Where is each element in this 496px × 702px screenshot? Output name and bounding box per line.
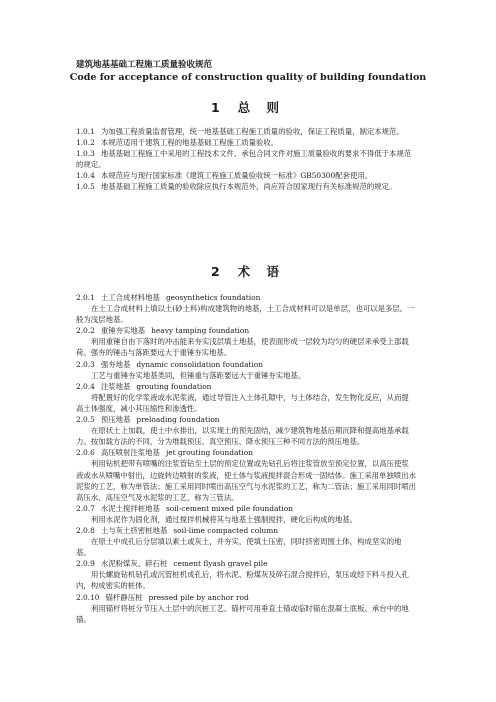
chapter-number: 1 bbox=[210, 100, 220, 115]
term-definition: 利用水泥作为固化剂，通过搅拌机械将其与地基土强制搅拌，硬化后构成的地基。 bbox=[91, 514, 358, 524]
term-name: 土与灰土挤密桩地基 bbox=[100, 525, 168, 535]
term-definition: 在原状土上加载，使土中水排出，以实现土的预先固结，减少建筑物地基后期沉降和提高地基承载力。按加载方法的不同，分为堆载预压、真空预压、降水预压三种不同方法的预压地基。 bbox=[76, 426, 409, 447]
term-heading bbox=[76, 325, 416, 336]
clause-text: 为加强工程质量监督管理，统一地基基础工程施工质量的验收，保证工程质量，制定本规范。 bbox=[100, 127, 404, 136]
term-name: 强夯地基 bbox=[100, 359, 131, 369]
clause-number: 1.0.3 bbox=[76, 149, 95, 159]
term-definition: 利用钻机把带有喷嘴的注浆管钻至土层的预定位置或先钻孔后将注浆管放至预定位置，以高压使浆液或水从喷嘴中射出，边旋转边喷射的浆液，使土体与浆液搅拌混合形成一固结体。施工采用单独喷出水泥浆的工艺，称为单管法；施工采用同时喷出高压空气与水泥浆的工艺，称为二管法；施工采用同时喷出高压水、高压空气及水泥浆的工艺，称为三管法。 bbox=[76, 459, 416, 502]
term-number: 2.0.4 bbox=[76, 381, 95, 391]
term-number: 2.0.3 bbox=[76, 359, 95, 369]
term-name: 高压喷射注浆地基 bbox=[100, 448, 160, 458]
term-name: 重锤夯实地基 bbox=[100, 326, 146, 336]
clause bbox=[76, 170, 416, 181]
term-number: 2.0.9 bbox=[76, 559, 95, 569]
term-number: 2.0.2 bbox=[76, 326, 95, 336]
term-number: 2.0.6 bbox=[76, 448, 95, 458]
chapter-2-body bbox=[76, 292, 416, 625]
term-number: 2.0.10 bbox=[76, 592, 100, 602]
term-number: 2.0.8 bbox=[76, 525, 95, 535]
term-definition: 利用重锤自由下落时的冲击能来夯实浅层填土地基，使表面形成一层较为均匀的硬层来承受上部载荷。强夯的锤击与落距要远大于重锤夯实地基。 bbox=[76, 337, 409, 358]
term-english: soil-cement mixed pile foundation bbox=[165, 503, 293, 513]
term-number: 2.0.5 bbox=[76, 415, 95, 425]
chapter-name: 术 语 bbox=[237, 264, 286, 279]
term-english: cement flyash gravel pile bbox=[173, 559, 268, 569]
term-name: 锚杆静压桩 bbox=[105, 592, 143, 602]
clause bbox=[76, 137, 416, 148]
clause bbox=[76, 126, 416, 137]
chapter-name: 总 则 bbox=[237, 100, 286, 115]
document-title: 建筑地基基础工程施工质量验收规范 bbox=[76, 60, 213, 70]
term-english: preloading foundation bbox=[136, 415, 220, 425]
term-heading bbox=[76, 447, 416, 458]
term-english: jet grouting foundation bbox=[165, 448, 253, 458]
term-heading bbox=[76, 525, 416, 536]
term-heading bbox=[76, 381, 416, 392]
clause-text: 地基基础工程施工质量的验收除应执行本规范外，尚应符合国家现行有关标准规范的规定。 bbox=[100, 182, 397, 192]
term-name: 注浆地基 bbox=[100, 381, 131, 391]
clause-number: 1.0.1 bbox=[76, 127, 95, 136]
clause-number: 1.0.2 bbox=[76, 138, 95, 148]
term-heading bbox=[76, 359, 416, 370]
chapter-1-heading bbox=[0, 98, 496, 116]
document-subtitle: Code for acceptance of construction quality of building foundation bbox=[69, 72, 427, 83]
term-heading bbox=[76, 503, 416, 514]
term-heading bbox=[76, 292, 416, 303]
term-definition: 利用锚杆将桩分节压入土层中的沉桩工艺。锚杆可用垂直土锚或临时锚在混凝土底板、承台中的地锚。 bbox=[76, 603, 409, 624]
chapter-number: 2 bbox=[210, 264, 220, 279]
term-heading bbox=[76, 558, 416, 569]
term-english: grouting foundation bbox=[136, 381, 212, 391]
term-english: dynamic consolidation foundation bbox=[136, 359, 264, 369]
term-definition: 将配置好的化学浆液或水泥浆液，通过导管注入土体孔隙中，与土体结合，发生物化反应，从而提高土体强度，减小其压缩性和渗透性。 bbox=[76, 392, 409, 413]
term-definition: 在土工合成材料上填以土(砂土料)构成建筑物的地基，土工合成材料可以是单层，也可以是多层。一般为浅层地基。 bbox=[76, 304, 415, 325]
term-definition: 用长螺旋钻机钻孔或沉管桩机成孔后，将水泥、粉煤灰及碎石混合搅拌后，泵压或经下料斗投入孔内，构成密实的桩体。 bbox=[76, 570, 409, 591]
term-name: 预压地基 bbox=[100, 415, 131, 425]
chapter-2-heading bbox=[0, 262, 496, 280]
term-heading bbox=[76, 592, 416, 603]
term-english: geosynthetics foundation bbox=[165, 293, 261, 302]
term-english: heavy tamping foundation bbox=[151, 326, 250, 336]
term-english: soil-lime compacted column bbox=[173, 525, 279, 535]
clause-number: 1.0.4 bbox=[76, 171, 95, 181]
term-number: 2.0.1 bbox=[76, 293, 95, 302]
term-heading bbox=[76, 414, 416, 425]
term-number: 2.0.7 bbox=[76, 503, 95, 513]
clause-text: 本规范应与现行国家标准《建筑工程施工质量验收统一标准》GB50300配套使用。 bbox=[100, 171, 373, 181]
term-definition: 在原土中成孔后分层填以素土或灰土，并夯实，使填土压密，同时挤密周围土体，构成坚实的地基。 bbox=[76, 537, 402, 558]
clause bbox=[76, 148, 416, 170]
term-english: pressed pile by anchor rod bbox=[148, 592, 249, 602]
clause-number: 1.0.5 bbox=[76, 182, 95, 192]
term-name: 土工合成材料地基 bbox=[100, 293, 160, 302]
term-name: 水泥粉煤灰、碎石桩 bbox=[100, 559, 168, 569]
clause-text: 地基基础工程施工中采用的工程技术文件、承包合同文件对施工质量验收的要求不得低于本规范的规定。 bbox=[76, 149, 412, 170]
term-name: 水泥土搅拌桩地基 bbox=[100, 503, 160, 513]
clause bbox=[76, 181, 416, 192]
term-definition: 工艺与重锤夯实地基类同，但锤重与落距要远大于重锤夯实地基。 bbox=[91, 370, 306, 380]
clause-text: 本规范适用于建筑工程的地基基础工程施工质量验收。 bbox=[100, 138, 279, 148]
chapter-1-body bbox=[76, 126, 416, 193]
